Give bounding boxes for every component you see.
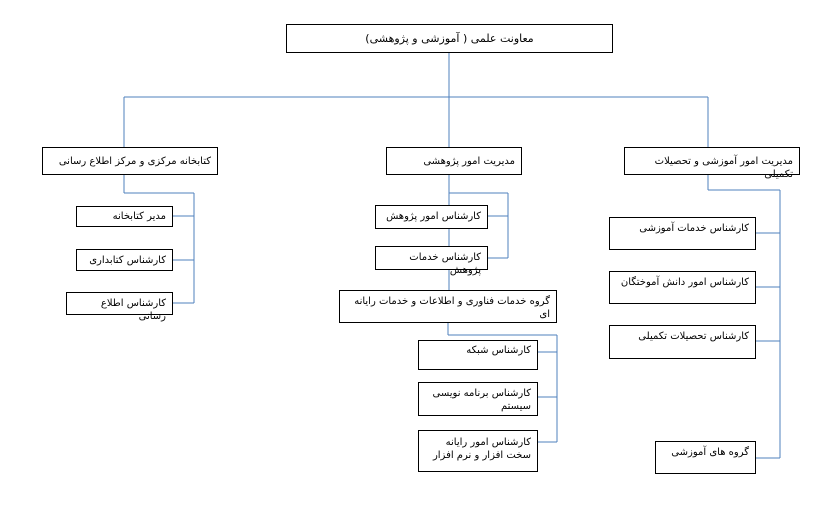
department-node-research: مدیریت امور پژوهشی <box>386 147 522 175</box>
library-unit-node: کارشناس اطلاع رسانی <box>66 292 173 315</box>
it-unit-node: کارشناس امور رایانه سخت افزار و نرم افزار <box>418 430 538 472</box>
education-unit-node: گروه های آموزشی <box>655 441 756 474</box>
library-unit-node: مدیر کتابخانه <box>76 206 173 227</box>
department-node-library: کتابخانه مرکزی و مرکز اطلاع رسانی <box>42 147 218 175</box>
it-unit-node: کارشناس برنامه نویسی سیستم <box>418 382 538 416</box>
it-group-node: گروه خدمات فناوری و اطلاعات و خدمات رایانه ای <box>339 290 557 323</box>
department-node-education: مدیریت امور آموزشی و تحصیلات تکمیلی <box>624 147 800 175</box>
research-unit-node: کارشناس خدمات پژوهش <box>375 246 488 270</box>
education-unit-node: کارشناس تحصیلات تکمیلی <box>609 325 756 359</box>
it-unit-node: کارشناس شبکه <box>418 340 538 370</box>
research-unit-node: کارشناس امور پژوهش <box>375 205 488 229</box>
education-unit-node: کارشناس امور دانش آموختگان <box>609 271 756 304</box>
education-unit-node: کارشناس خدمات آموزشی <box>609 217 756 250</box>
root-node: معاونت علمی ( آموزشی و پژوهشی) <box>286 24 613 53</box>
library-unit-node: کارشناس کتابداری <box>76 249 173 271</box>
